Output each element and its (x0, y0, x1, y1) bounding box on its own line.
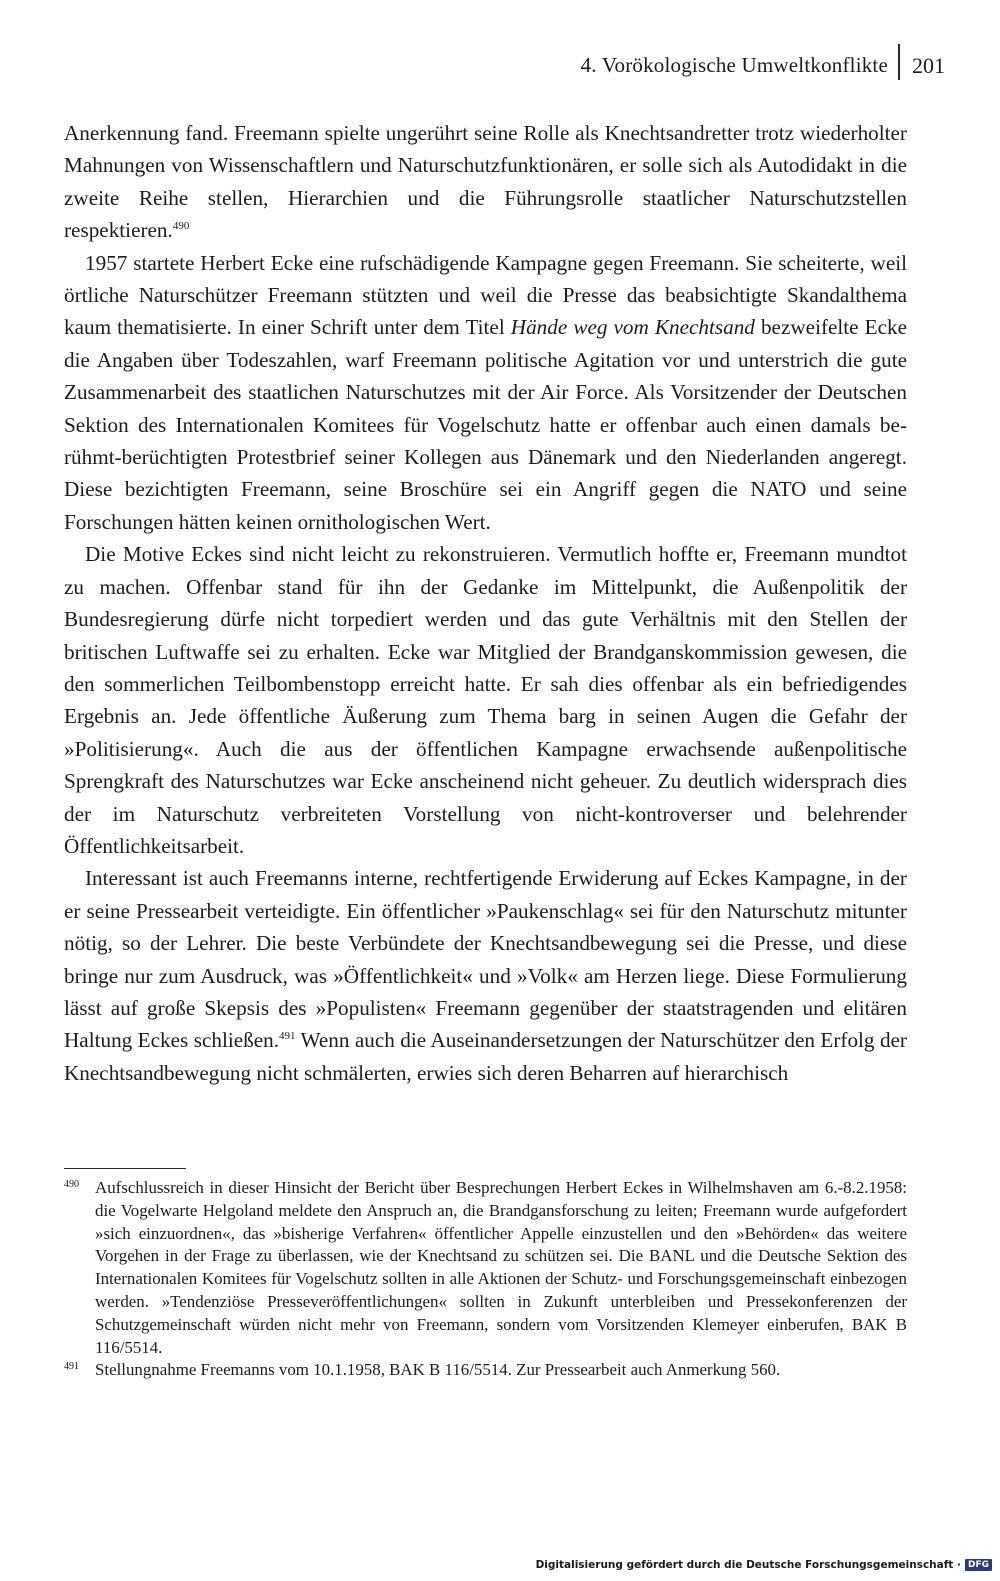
paragraph-4-text-b: Wenn auch die Auseinandersetzungen der Naturschützer den Erfolg der Knechtsandbewegung nicht schmälerten, erwies sich deren Beharren auf hierarchisch (64, 1028, 907, 1085)
footnotes (64, 1177, 907, 1382)
footnote-number: 491 (64, 1361, 79, 1373)
running-head: 4. Vorökologische Umweltkonflikte (580, 53, 888, 77)
footnote-ref-491[interactable]: 491 (279, 1030, 296, 1043)
page-number: 201 (912, 53, 945, 78)
footnote-text: Stellungnahme Freemanns vom 10.1.1958, BAK B 116/5514. Zur Pressearbeit auch Anmerkung 560. (95, 1360, 781, 1380)
paragraph-2-text-b: bezweifelte Ecke die Angaben über Todeszahlen, warf Freemann politische Agitation vor und unterstrich die gute Zusammenarbeit des staatlichen Naturschutzes mit der Air Force. Als Vorsitzender der Deutschen Sektion des Internationalen Komitees für Vogelschutz hatte er offenbar auch einen damals berühmt-berüchtigten Protestbrief seiner Kollegen aus Dänemark und den Niederlanden angeregt. Diese bezichtigten Freemann, seine Broschüre sei ein Angriff gegen die NATO und seine Forschungen hätten keinen ornithologischen Wert. (64, 315, 907, 534)
paragraph-1-text: Anerkennung fand. Freemann spielte ungerührt seine Rolle als Knechtsandretter trotz wiederholter Mahnungen von Wissenschaftlern und Naturschutzfunktionären, er solle sich als Autodidakt in die zweite Reihe stellen, Hierarchien und die Führungsrolle staatlicher Naturschutzstellen respektieren. (64, 121, 907, 243)
paragraph-2 (64, 247, 907, 539)
digitization-credit (536, 1556, 992, 1574)
page-header (0, 52, 1000, 82)
header-divider (898, 44, 900, 80)
main-text (64, 117, 907, 1089)
footnote-separator (64, 1168, 186, 1169)
footnote-490 (64, 1177, 907, 1359)
dfg-logo: DFG (965, 1559, 992, 1571)
footnote-text: Aufschlussreich in dieser Hinsicht der Bericht über Besprechungen Herbert Eckes in Wilhelmshaven am 6.-8.2.1958: die Vogelwarte Helgoland meldete den Anspruch an, die Brandgansforschung zu leiten; Freemann wurde aufgefordert »sich einzuordnen«, das »bisherige Verfahren« öffentlicher Appelle einzustellen und den »Behörden« das weitere Vorgehen in der Frage zu überlassen, wie der Knechtsand zu schützen sei. Die BANL und die Deutsche Sektion des Internationalen Komitees für Vogelschutz sollten in alle Aktionen der Schutz- und Forschungsgemeinschaft einbezogen werden. »Tendenziöse Presseveröffentlichungen« sollten in Zukunft unterbleiben und Pressekonferenzen der Schutzgemeinschaft würden nicht mehr von Freemann, sondern vom Vorsitzenden Klemeyer einberufen, BAK B 116/5514. (95, 1178, 907, 1357)
footnote-number: 490 (64, 1179, 79, 1190)
paragraph-4 (64, 862, 907, 1089)
footnote-ref-490[interactable]: 490 (172, 220, 190, 233)
book-title: Hände weg vom Knechtsand (510, 315, 755, 340)
credit-text: Digitalisierung gefördert durch die Deutsche Forschungsgemeinschaft · (535, 1559, 961, 1571)
footnote-491 (64, 1359, 907, 1382)
paragraph-2-text-a: 1957 startete Herbert Ecke eine rufschädigende Kampagne gegen Freemann. Sie scheiterte, weil örtliche Naturschützer Freemann stützten und weil die Presse das beabsichtigte Skandalthema kaum thematisierte. In einer Schrift unter dem Titel (64, 250, 907, 340)
paragraph-4-text-a: Interessant ist auch Freemanns interne, rechtfertigende Erwiderung auf Eckes Kampagne, in der er seine Pressearbeit verteidigte. Ein öffentlicher »Paukenschlag« sei für den Naturschutz mitunter nötig, so der Lehrer. Die beste Verbündete der Knechtsandbewegung sei die Presse, und diese bringe nur zum Ausdruck, was »Öffentlichkeit« und »Volk« am Herzen liege. Diese Formulierung lässt auf große Skepsis des »Populisten« Freemann gegenüber der staatstragenden und elitären Haltung Eckes schließen. (64, 866, 907, 1053)
paragraph-1 (64, 117, 907, 247)
paragraph-3: Die Motive Eckes sind nicht leicht zu rekonstruieren. Vermutlich hoffte er, Freemann mundtot zu machen. Offenbar stand für ihn der Gedanke im Mittelpunkt, die Außenpolitik der Bundesregierung dürfe nicht torpediert werden und das gute Verhältnis mit den Stellen der britischen Luftwaffe sei zu erhalten. Ecke war Mitglied der Brandganskommission gewesen, die den sommerlichen Teilbombenstopp erreicht hatte. Er sah dies offenbar als ein befriedigendes Ergebnis an. Jede öffentliche Äußerung zum Thema barg in seinen Augen die Gefahr der »Politisierung«. Auch die aus der öffentlichen Kampagne erwachsende außenpolitische Sprengkraft des Naturschutzes war Ecke anscheinend nicht geheuer. Zu deutlich widersprach dies der im Naturschutz verbreiteten Vorstellung von nicht-kontroverser und belehrender Öffentlichkeitsarbeit. (64, 542, 907, 858)
